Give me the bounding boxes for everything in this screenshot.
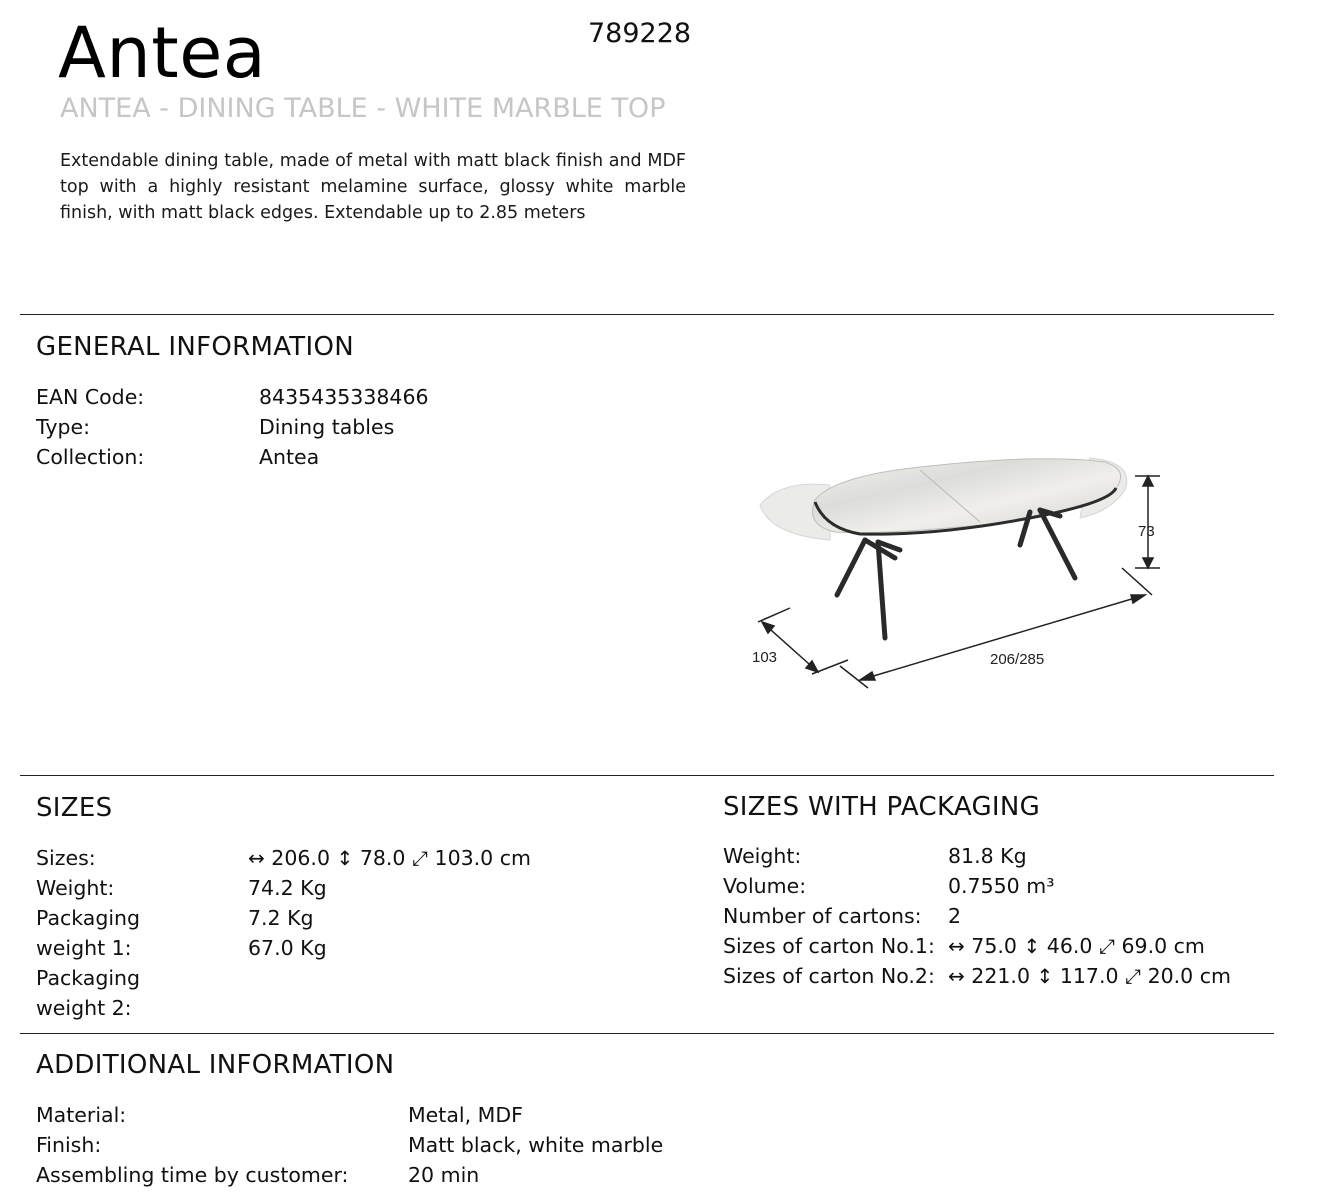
section-divider <box>20 1033 1274 1034</box>
width-arrow-icon: ↔ <box>948 934 965 958</box>
general-row-ean <box>36 382 636 412</box>
sizes-weight-label: Weight: <box>36 876 115 900</box>
general-row-collection <box>36 442 636 472</box>
material-label: Material: <box>36 1103 127 1127</box>
depth-arrow-icon: ⤢ <box>1098 934 1115 958</box>
carton-1-depth: 69.0 cm <box>1121 934 1205 958</box>
finish-label: Finish: <box>36 1133 102 1157</box>
section-divider <box>20 314 1274 315</box>
length-dimension-label: 206/285 <box>990 651 1045 668</box>
height-dimension <box>1135 476 1160 568</box>
general-heading: GENERAL INFORMATION <box>36 332 354 362</box>
ean-value: 8435435338466 <box>259 385 429 409</box>
sizes-depth: 103.0 cm <box>434 846 531 870</box>
section-divider <box>20 775 1274 776</box>
general-row-type <box>36 412 636 442</box>
sizes-heading: SIZES <box>36 793 113 823</box>
additional-heading: ADDITIONAL INFORMATION <box>36 1050 395 1080</box>
carton-2-depth: 20.0 cm <box>1147 964 1231 988</box>
depth-arrow-icon: ⤢ <box>412 846 428 870</box>
pack-weight-value: 81.8 Kg <box>948 844 1027 868</box>
packaging-weight-1-label: Packaging weight 1: <box>36 906 141 960</box>
product-title: Antea <box>58 12 267 94</box>
product-subtitle: ANTEA - DINING TABLE - WHITE MARBLE TOP <box>60 93 666 124</box>
height-arrow-icon: ↕ <box>336 846 354 870</box>
packaging-heading: SIZES WITH PACKAGING <box>723 792 1041 822</box>
height-dimension-label: 73 <box>1138 523 1155 540</box>
width-arrow-icon: ↔ <box>248 846 265 870</box>
carton-2-label: Sizes of carton No.2: <box>723 964 935 988</box>
pack-weight-label: Weight: <box>723 844 802 868</box>
carton-2-height: 117.0 <box>1059 964 1119 988</box>
pack-volume-label: Volume: <box>723 874 807 898</box>
height-arrow-icon: ↕ <box>1023 934 1041 958</box>
table-top <box>813 459 1121 533</box>
carton-1-height: 46.0 <box>1046 934 1093 958</box>
carton-1-width: 75.0 <box>971 934 1017 958</box>
sizes-width: 206.0 <box>271 846 330 870</box>
sizes-weight-value: 74.2 Kg <box>248 876 327 900</box>
length-dimension <box>840 568 1152 688</box>
sizes-label: Sizes: <box>36 846 96 870</box>
product-description: Extendable dining table, made of metal with matt black finish and MDF top with a highly resistant melamine surface, glossy white marble finish, with matt black edges. Extendable up to 2.85 meters <box>60 151 686 223</box>
depth-arrow-icon: ⤢ <box>1125 964 1142 988</box>
carton-1-label: Sizes of carton No.1: <box>723 934 935 958</box>
pack-cartons-label: Number of cartons: <box>723 904 922 928</box>
carton-2-width: 221.0 <box>971 964 1030 988</box>
product-dimension-diagram <box>740 440 1180 700</box>
packaging-weight-2-value: 67.0 Kg <box>248 936 327 960</box>
packaging-weight-2-label: Packaging weight 2: <box>36 966 141 1020</box>
packaging-weight-1-value: 7.2 Kg <box>248 906 314 930</box>
finish-value: Matt black, white marble <box>408 1133 664 1157</box>
type-value: Dining tables <box>259 415 395 439</box>
assembly-time-label: Assembling time by customer: <box>36 1163 349 1187</box>
ean-label: EAN Code: <box>36 385 145 409</box>
width-arrow-icon: ↔ <box>948 964 965 988</box>
type-label: Type: <box>36 415 90 439</box>
collection-label: Collection: <box>36 445 145 469</box>
depth-dimension-label: 103 <box>752 649 778 666</box>
carton-2-value <box>948 961 1231 991</box>
material-value: Metal, MDF <box>408 1103 523 1127</box>
product-reference: 789228 <box>588 18 692 49</box>
collection-value: Antea <box>259 445 320 469</box>
pack-cartons-value: 2 <box>948 904 962 928</box>
pack-volume-value: 0.7550 m³ <box>948 874 1055 898</box>
sizes-height: 78.0 <box>359 846 406 870</box>
assembly-time-value: 20 min <box>408 1163 480 1187</box>
carton-1-value <box>948 931 1205 961</box>
height-arrow-icon: ↕ <box>1036 964 1054 988</box>
sizes-value <box>248 843 531 873</box>
